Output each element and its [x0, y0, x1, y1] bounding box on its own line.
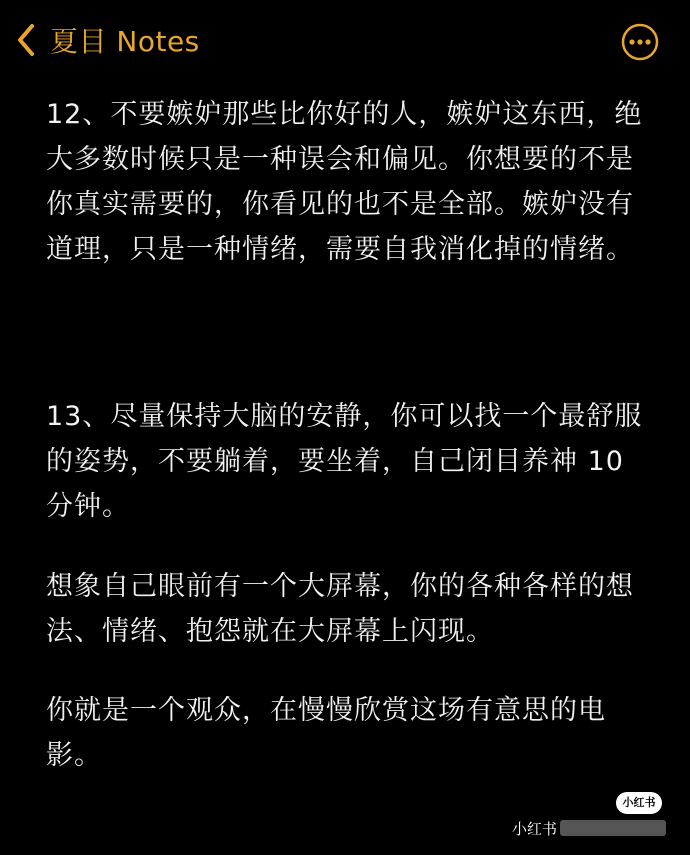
note-paragraph-12: 12、不要嫉妒那些比你好的人，嫉妒这东西，绝大多数时候只是一种误会和偏见。你想要的不是你真实需要的，你看见的也不是全部。嫉妒没有道理，只是一种情绪，需要自我消化掉的情绪。	[46, 99, 643, 265]
watermark-user-id-redacted	[560, 820, 666, 836]
back-button[interactable]	[14, 18, 200, 62]
note-paragraph-imagine: 想象自己眼前有一个大屏幕，你的各种各样的想法、情绪、抱怨就在大屏幕上闪现。	[46, 571, 634, 647]
more-button[interactable]	[620, 22, 660, 62]
nav-bar	[0, 0, 690, 82]
xiaohongshu-logo: 小红书	[616, 792, 662, 814]
note-paragraph-audience: 你就是一个观众，在慢慢欣赏这场有意思的电影。	[46, 695, 606, 771]
watermark-label: 小红书	[512, 820, 558, 838]
note-paragraph-13: 13、尽量保持大脑的安静，你可以找一个最舒服的姿势，不要躺着，要坐着，自己闭目养神 10分钟。	[46, 401, 643, 522]
chevron-left-icon	[14, 22, 38, 58]
ellipsis-circle-icon	[620, 22, 660, 62]
back-label: 夏目 Notes	[50, 25, 200, 58]
